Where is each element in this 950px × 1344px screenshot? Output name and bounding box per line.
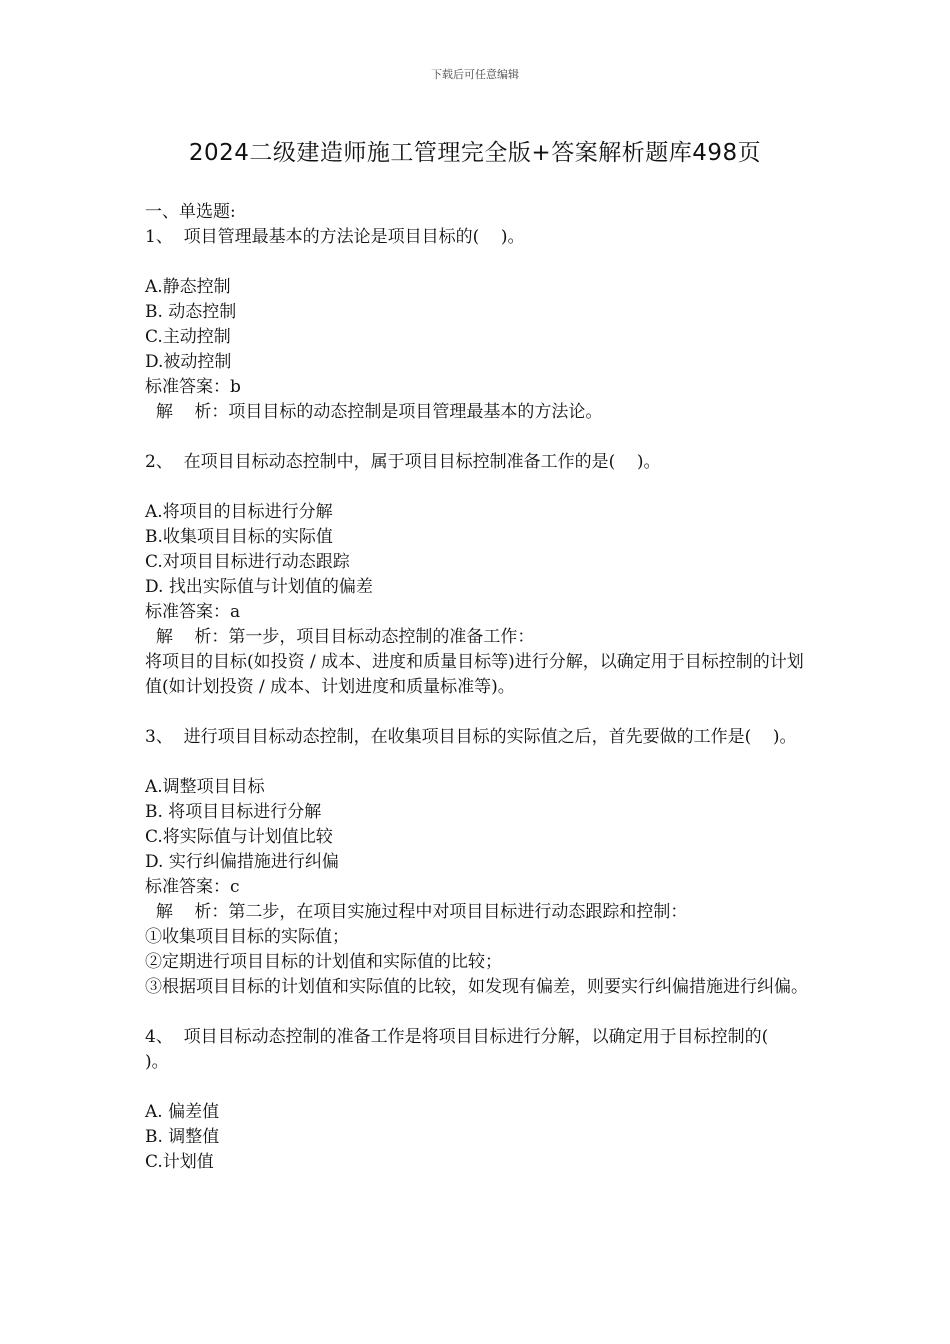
page-header-note: 下载后可任意编辑 — [431, 68, 519, 81]
question-stem: 4、 项目目标动态控制的准备工作是将项目目标进行分解，以确定用于目标控制的( )。 — [145, 1027, 790, 1072]
option-b: B. 动态控制 — [145, 302, 237, 322]
spacer — [145, 250, 813, 275]
analysis-line: ③根据项目目标的计划值和实际值的比较，如发现有偏差，则要实行纠偏措施进行纠偏。 — [145, 977, 808, 997]
option-b: B. 将项目目标进行分解 — [145, 802, 322, 822]
option-c: C.计划值 — [145, 1152, 214, 1172]
question-stem: 1、 项目管理最基本的方法论是项目目标的( )。 — [145, 227, 525, 247]
analysis-line: 解 析：项目目标的动态控制是项目管理最基本的方法论。 — [145, 402, 603, 422]
option-c: C.对项目目标进行动态跟踪 — [145, 552, 350, 572]
analysis-line: 解 析：第二步，在项目实施过程中对项目目标进行动态跟踪和控制： — [145, 902, 688, 922]
document-body — [145, 200, 813, 1175]
option-a: A. 偏差值 — [145, 1102, 220, 1122]
analysis-line: ②定期进行项目目标的计划值和实际值的比较； — [145, 952, 502, 972]
standard-answer: 标准答案：a — [145, 602, 241, 622]
spacer — [145, 750, 813, 775]
option-d: D.被动控制 — [145, 352, 232, 372]
option-a: A.调整项目目标 — [145, 777, 265, 797]
spacer — [145, 1075, 813, 1100]
question-block — [145, 225, 813, 450]
option-c: C.将实际值与计划值比较 — [145, 827, 333, 847]
question-block — [145, 725, 813, 1025]
document-title: 2024二级建造师施工管理完全版+答案解析题库498页 — [188, 140, 762, 166]
spacer — [145, 1000, 813, 1025]
spacer — [145, 425, 813, 450]
question-stem: 3、 进行项目目标动态控制，在收集项目目标的实际值之后，首先要做的工作是( )。 — [145, 727, 797, 747]
question-block — [145, 1025, 813, 1175]
spacer — [145, 700, 813, 725]
option-a: A.静态控制 — [145, 277, 231, 297]
option-a: A.将项目的目标进行分解 — [145, 502, 333, 522]
option-d: D. 找出实际值与计划值的偏差 — [145, 577, 373, 597]
standard-answer: 标准答案：b — [145, 377, 241, 397]
question-stem: 2、 在项目目标动态控制中，属于项目目标控制准备工作的是( )。 — [145, 452, 661, 472]
question-block — [145, 450, 813, 725]
option-d: D. 实行纠偏措施进行纠偏 — [145, 852, 339, 872]
section-label: 一、单选题: — [145, 202, 236, 222]
standard-answer: 标准答案：c — [145, 877, 240, 897]
analysis-line: ①收集项目目标的实际值； — [145, 927, 349, 947]
option-b: B.收集项目目标的实际值 — [145, 527, 333, 547]
analysis-line: 解 析：第一步，项目目标动态控制的准备工作： — [145, 627, 535, 647]
analysis-line: 将项目的目标(如投资 / 成本、进度和质量目标等)进行分解，以确定用于目标控制的计划值(如计划投资 / 成本、计划进度和质量标准等)。 — [145, 652, 804, 697]
option-c: C.主动控制 — [145, 327, 231, 347]
option-b: B. 调整值 — [145, 1127, 220, 1147]
spacer — [145, 475, 813, 500]
